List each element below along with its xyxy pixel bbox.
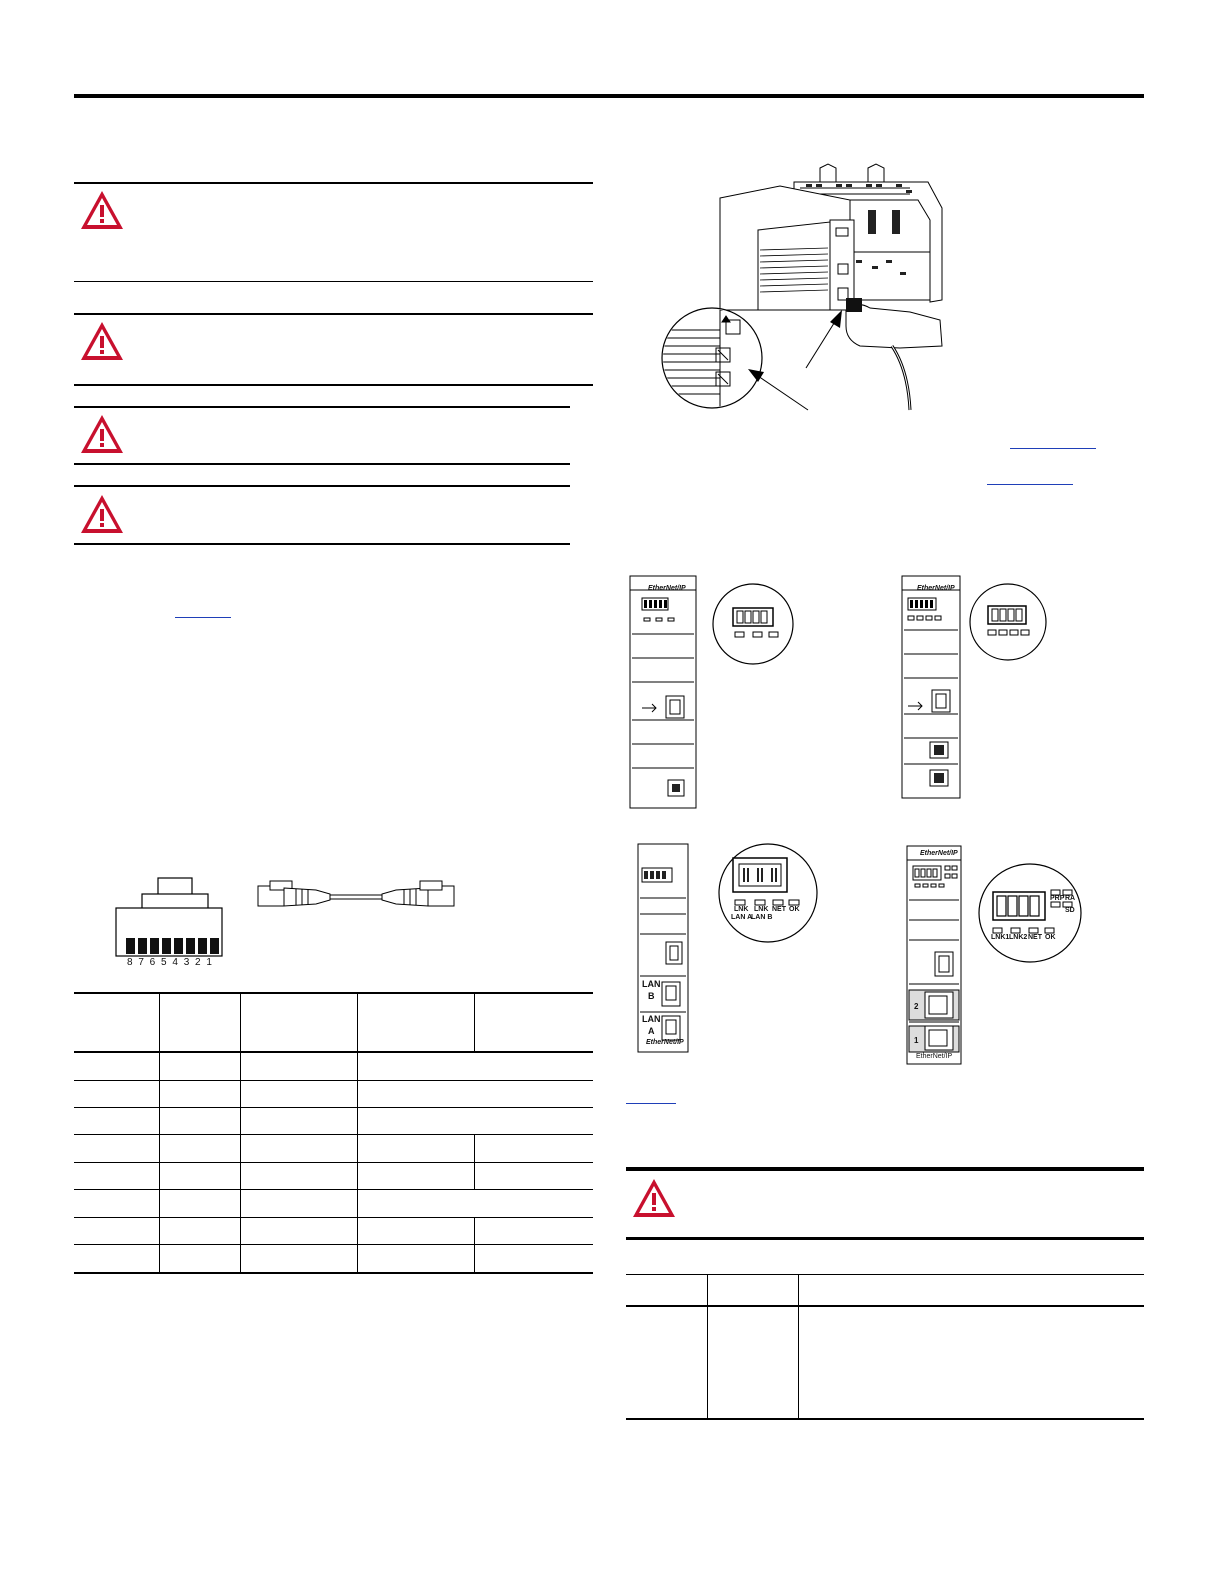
cross-reference-link[interactable] [175, 617, 231, 618]
port-label: A [648, 1026, 655, 1036]
port-label: LAN [642, 979, 661, 989]
warning-box-5-bottom [626, 1237, 1144, 1240]
rj45-connector-figure [110, 868, 240, 970]
warning-box-5-top [626, 1167, 1144, 1171]
led-label: LNK1 [991, 934, 1010, 941]
led-sublabel: LAN A [731, 914, 753, 921]
led-label: LNK [734, 906, 749, 913]
warning-box-2-bottom [74, 384, 593, 386]
module-top-label: EtherNet/IP [917, 585, 955, 592]
led-label: LNK [754, 906, 769, 913]
led-sublabel: LAN B [751, 914, 773, 921]
led-label: OK [789, 906, 800, 913]
port-label: LAN [642, 1014, 661, 1024]
warning-box-4-top [74, 485, 570, 487]
warning-box-1-bottom [74, 281, 593, 282]
module-footer-label: EtherNet/IP [916, 1053, 953, 1060]
module-top-label: EtherNet/IP [920, 850, 958, 857]
port-label: B [648, 991, 655, 1001]
warning-triangle-icon [78, 188, 126, 232]
port-label: 2 [914, 1002, 919, 1011]
warning-triangle-icon [78, 412, 126, 456]
pinout-table [74, 992, 593, 1275]
warning-triangle-icon [630, 1176, 678, 1220]
cross-reference-link[interactable] [987, 484, 1073, 485]
module-footer-label: EtherNet/IP [646, 1039, 684, 1046]
status-display-magnified [711, 582, 795, 666]
led-label: OK [1045, 934, 1056, 941]
warning-box-3-bottom [74, 463, 570, 465]
chassis-usb-connection-figure [660, 160, 950, 415]
warning-box-2-top [74, 313, 593, 315]
cross-reference-link[interactable] [1010, 448, 1096, 449]
warning-triangle-icon [78, 319, 126, 363]
status-display-magnified [717, 842, 819, 944]
status-display-magnified [968, 582, 1048, 662]
led-label: RA [1065, 895, 1076, 902]
ethernet-cable-figure [256, 878, 456, 914]
module-front-figure [905, 844, 963, 1066]
rj45-pin-numbers: 8 7 6 5 4 3 2 1 [127, 957, 214, 968]
warning-box-1-top [74, 182, 593, 184]
led-label: LNK2 [1009, 934, 1028, 941]
cross-reference-link[interactable] [626, 1103, 676, 1104]
led-label: NET [1028, 934, 1042, 941]
header-rule [74, 94, 1144, 98]
led-label: PRP [1050, 895, 1065, 902]
led-label: NET [772, 906, 786, 913]
module-top-label: EtherNet/IP [648, 585, 686, 592]
module-front-figure [628, 574, 698, 810]
port-label: 1 [914, 1036, 919, 1045]
module-front-figure [900, 574, 962, 800]
warning-triangle-icon [78, 492, 126, 536]
warning-box-3-top [74, 406, 570, 408]
status-table [626, 1274, 1144, 1422]
led-label: SD [1065, 907, 1075, 914]
warning-box-4-bottom [74, 543, 570, 545]
